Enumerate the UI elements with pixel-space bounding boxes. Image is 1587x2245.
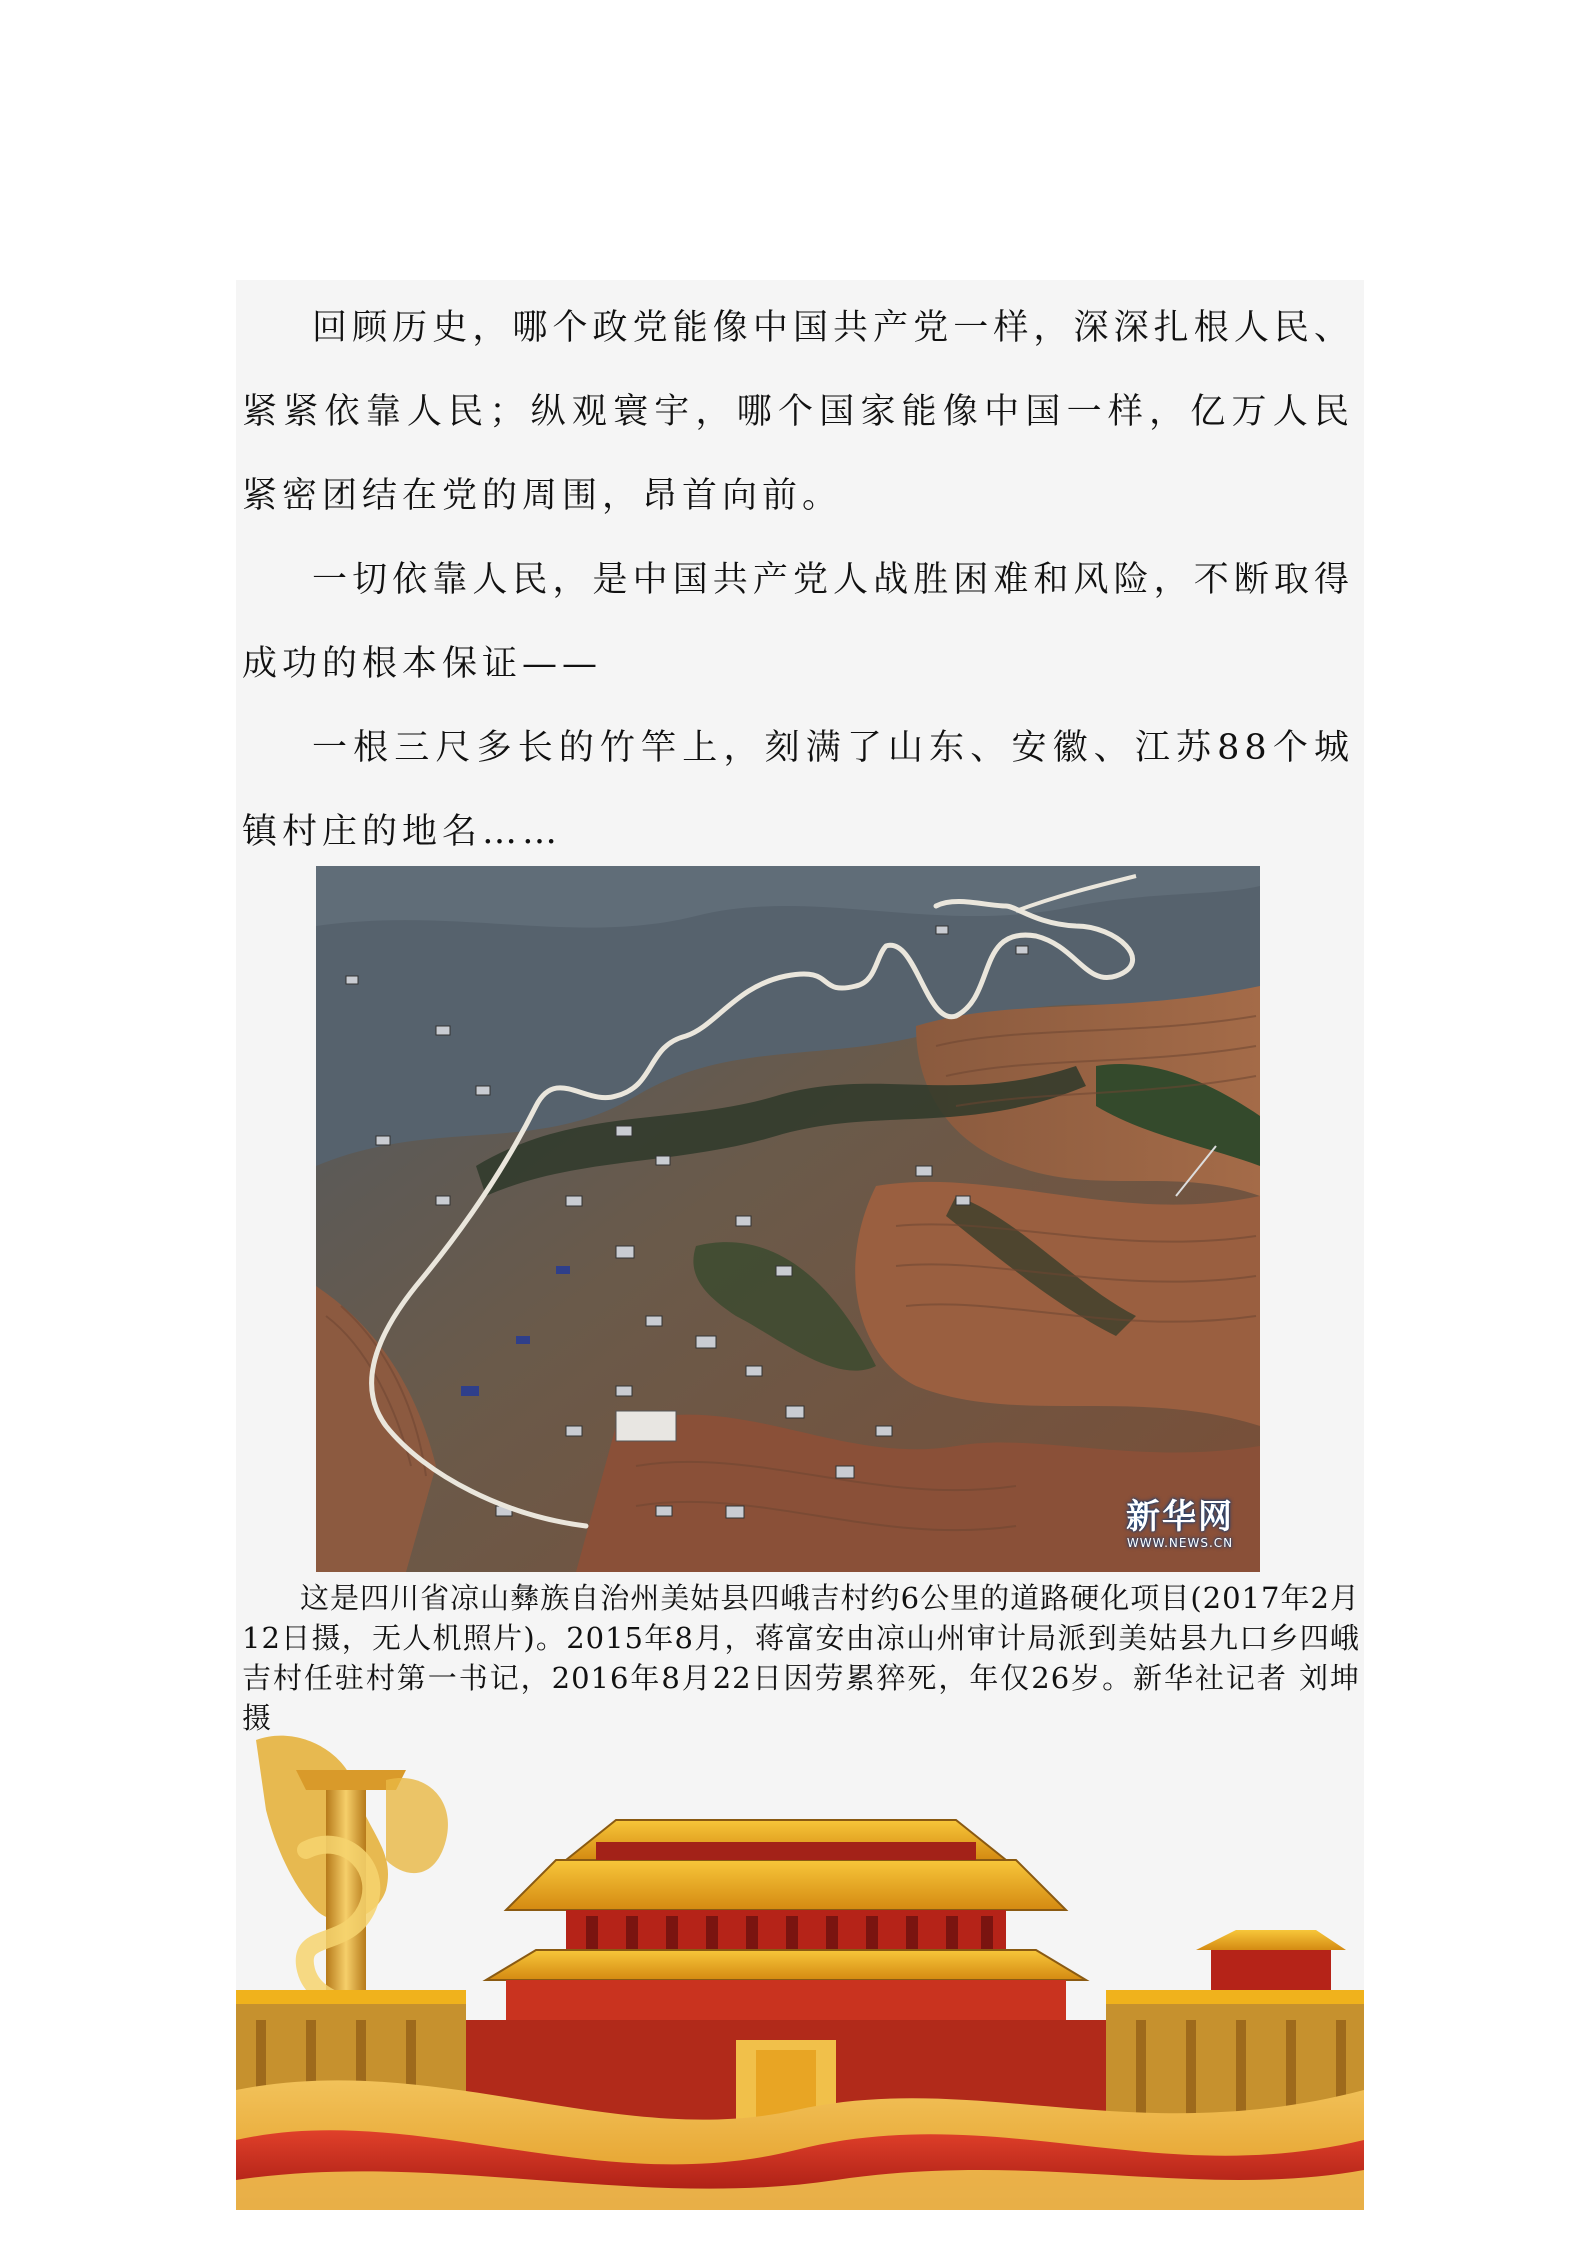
gate-tower (466, 1820, 1106, 2130)
article-body (242, 286, 1354, 874)
photo-caption (242, 1578, 1360, 1738)
paragraph-3: 一根三尺多长的竹竿上，刻满了山东、安徽、江苏88个城镇村庄的地名…… (242, 728, 1354, 852)
watermark-url: WWW.NEWS.CN (1126, 1536, 1234, 1550)
paragraph-1: 回顾历史，哪个政党能像中国共产党一样，深深扎根人民、紧紧依靠人民；纵观寰宇，哪个国家能像中国一样，亿万人民紧密团结在党的周围，昂首向前。 (242, 308, 1354, 516)
watermark-logo-text: 新华网 (1126, 1497, 1234, 1537)
tiananmen-gate-illustration (236, 1730, 1364, 2210)
aerial-road-photo (316, 866, 1260, 1572)
caption-text: 这是四川省凉山彝族自治州美姑县四峨吉村约6公里的道路硬化项目(2017年2月12日摄，无人机照片)。2015年8月，蒋富安由凉山州审计局派到美姑县九口乡四峨吉村任驻村第一书记，2016年8月22日因劳累猝死，年仅26岁。新华社记者 刘坤 摄 (242, 1581, 1360, 1735)
xinhua-watermark (1126, 1498, 1234, 1550)
paragraph-2: 一切依靠人民，是中国共产党人战胜困难和风险，不断取得成功的根本保证—— (242, 560, 1354, 684)
tiananmen-decoration (236, 1730, 1364, 2210)
aerial-landscape-image (316, 866, 1260, 1572)
